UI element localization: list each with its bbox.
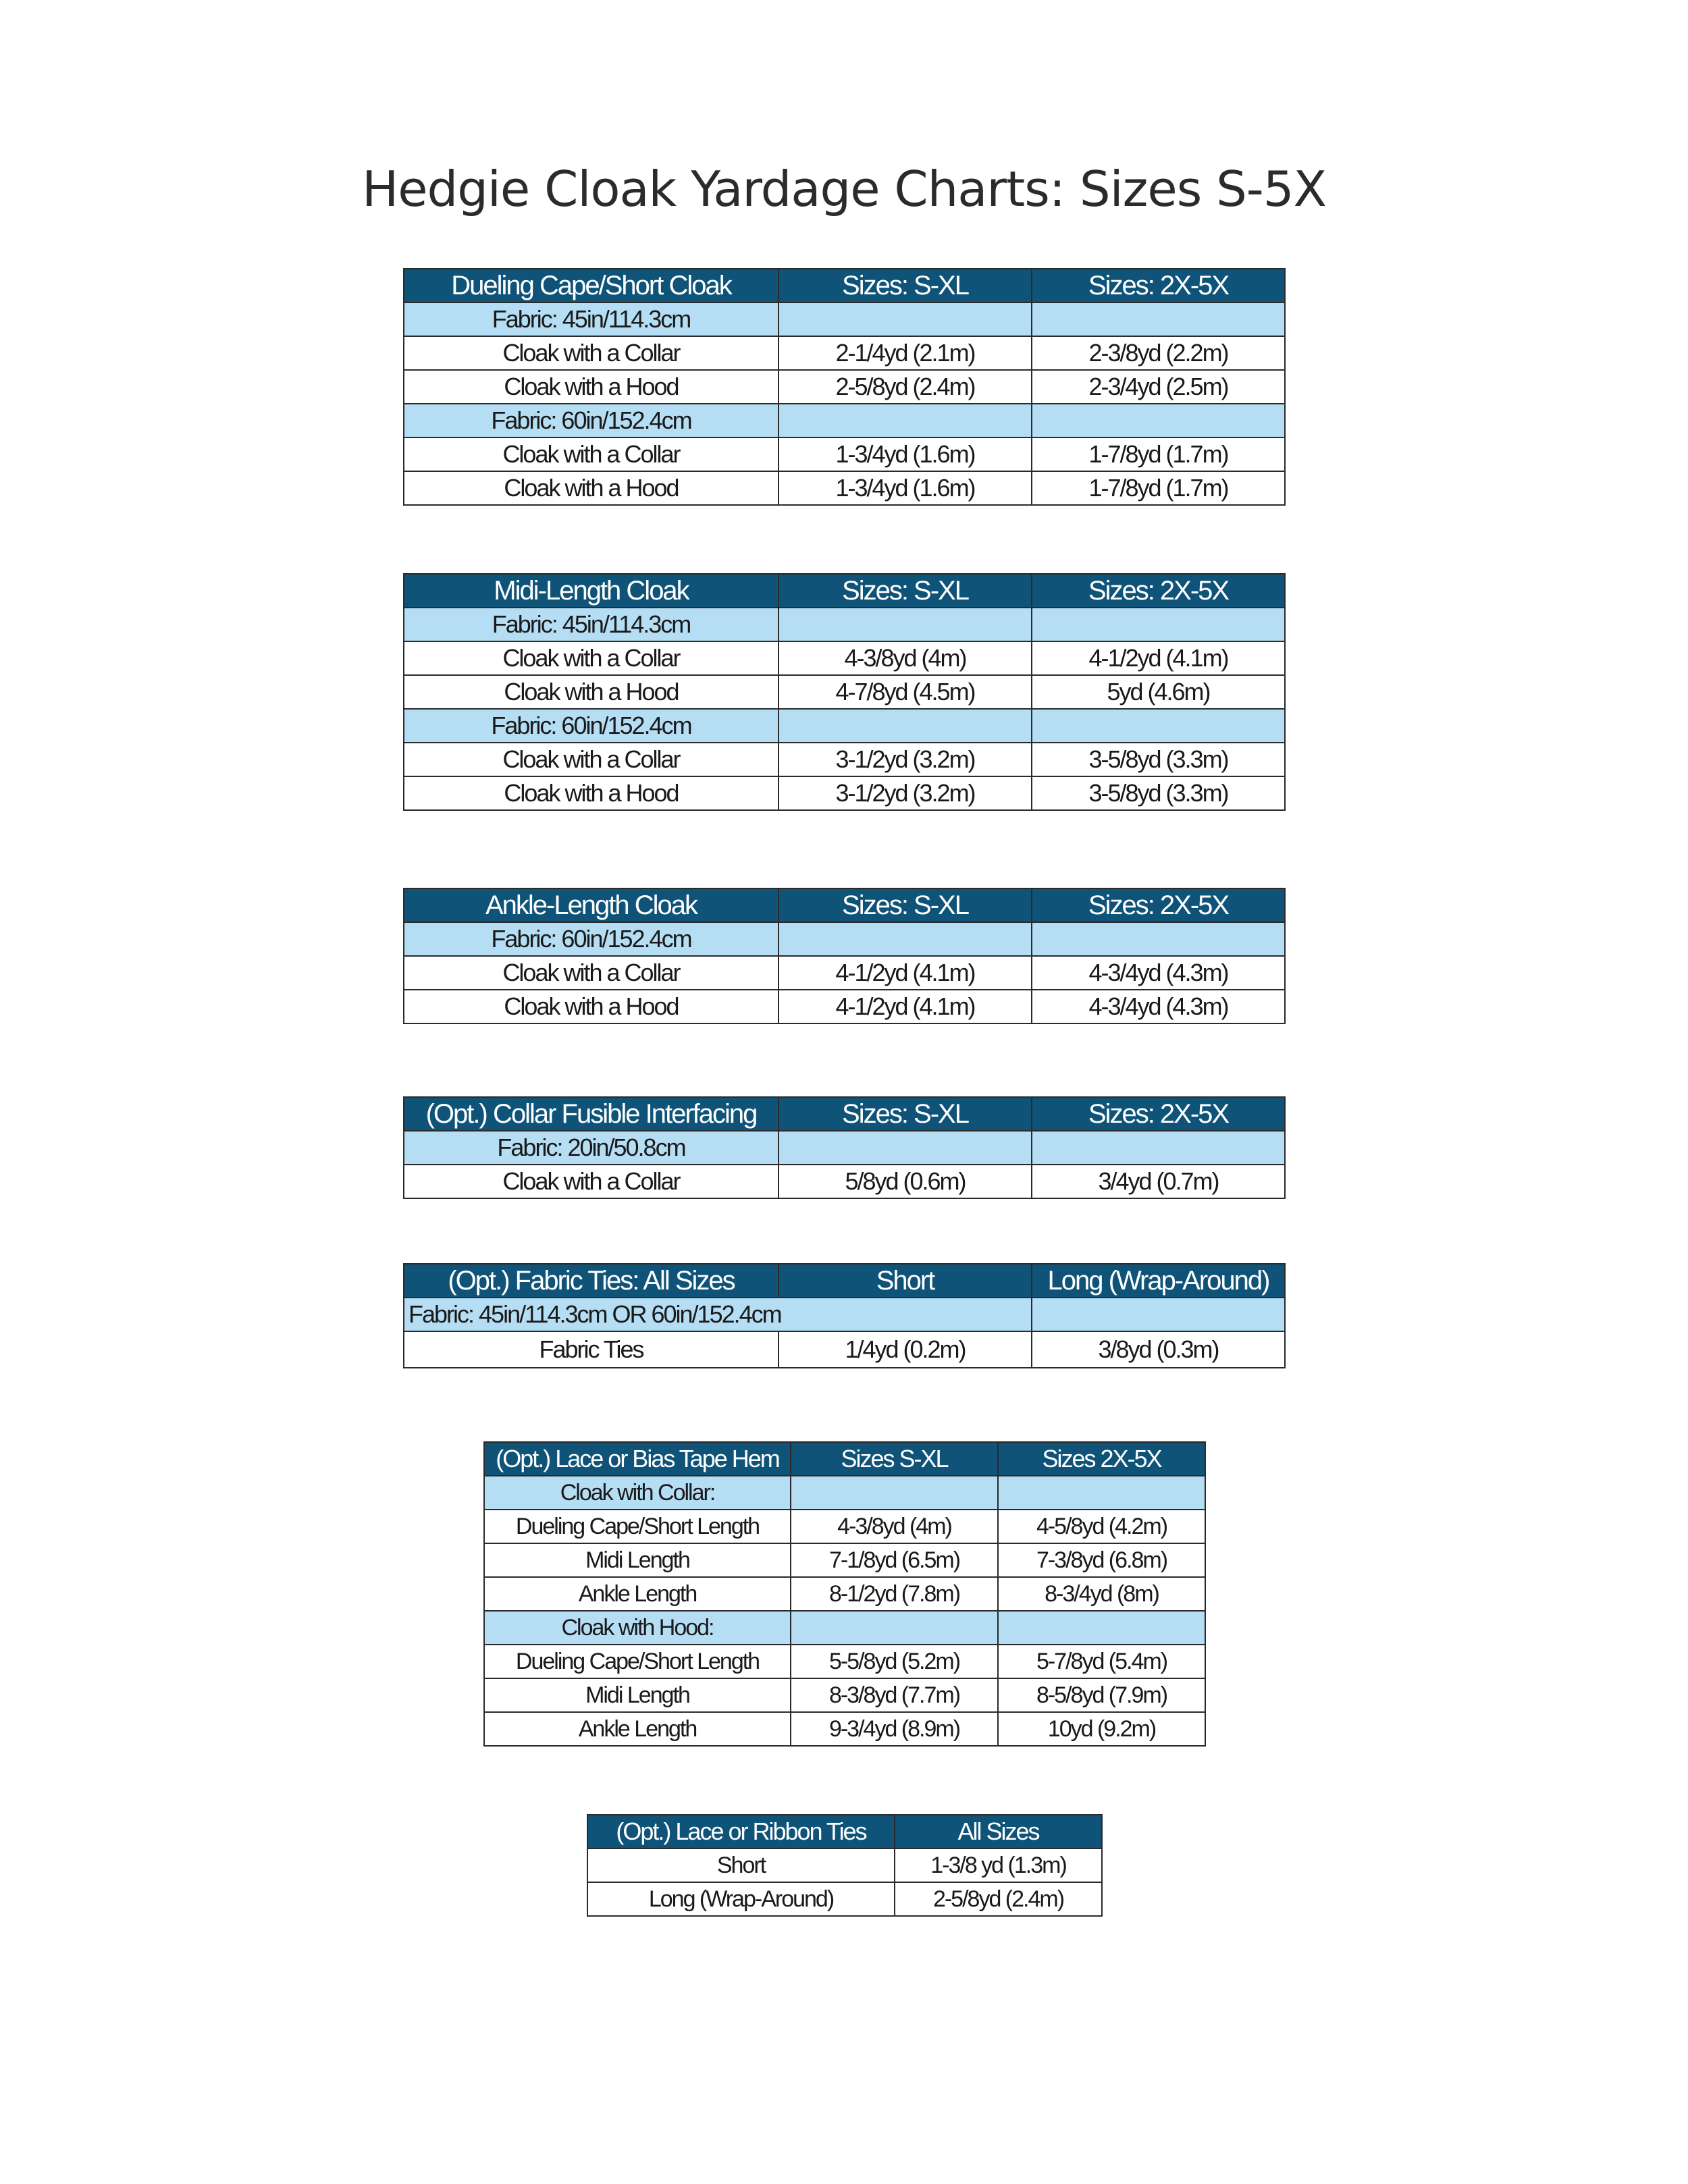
collar-interfacing-table [403,1096,1286,1199]
column-header: Sizes: S-XL [779,1097,1032,1131]
table-row [404,370,1285,404]
cell-value: 4-5/8yd (4.2m) [998,1510,1205,1543]
column-header: Sizes: 2X-5X [1032,269,1285,302]
cell-value: 3-1/2yd (3.2m) [779,743,1032,776]
section-row [484,1611,1205,1645]
table-row [404,471,1285,505]
fabric-row [404,1298,1285,1331]
cell-value: 4-3/8yd (4m) [779,641,1032,675]
lace-bias-hem-table [483,1441,1206,1747]
column-header: Sizes 2X-5X [998,1442,1205,1476]
cell-value: 1-3/8 yd (1.3m) [895,1848,1102,1882]
row-label: Cloak with a Collar [404,956,779,990]
column-header: Sizes: 2X-5X [1032,574,1285,608]
column-header: Sizes: S-XL [779,269,1032,302]
fabric-row [404,922,1285,956]
table-header-row [587,1815,1102,1848]
cell-value: 4-3/4yd (4.3m) [1032,990,1285,1023]
cell-value: 4-1/2yd (4.1m) [779,956,1032,990]
cell-value: 1/4yd (0.2m) [779,1331,1032,1368]
table-row [484,1645,1205,1678]
fabric-row [404,302,1285,336]
section-row [484,1476,1205,1510]
table-row [404,675,1285,709]
cell-value: 5-7/8yd (5.4m) [998,1645,1205,1678]
row-label: Dueling Cape/Short Length [484,1645,791,1678]
row-label: Cloak with a Hood [404,675,779,709]
table-row [404,990,1285,1023]
row-label: Cloak with a Collar [404,743,779,776]
column-header: (Opt.) Collar Fusible Interfacing [404,1097,779,1131]
cell-value: 4-1/2yd (4.1m) [779,990,1032,1023]
row-label: Long (Wrap-Around) [587,1882,895,1916]
table-row [587,1848,1102,1882]
fabric-row [404,709,1285,743]
table-header-row [404,1097,1285,1131]
fabric-label: Fabric: 20in/50.8cm [404,1131,779,1165]
cell-value: 1-3/4yd (1.6m) [779,437,1032,471]
column-header: Sizes: 2X-5X [1032,1097,1285,1131]
lace-ribbon-ties-table [587,1814,1103,1917]
table-row [404,641,1285,675]
table-row [484,1543,1205,1577]
row-label: Fabric Ties [404,1331,779,1368]
cell-value: 3-1/2yd (3.2m) [779,776,1032,810]
cell-value: 8-3/8yd (7.7m) [791,1678,998,1712]
column-header: Dueling Cape/Short Cloak [404,269,779,302]
row-label: Ankle Length [484,1712,791,1746]
cell-value: 10yd (9.2m) [998,1712,1205,1746]
table-row [484,1712,1205,1746]
cell-value: 3/4yd (0.7m) [1032,1165,1285,1198]
cell-value: 2-3/8yd (2.2m) [1032,336,1285,370]
section-label: Cloak with Collar: [484,1476,791,1510]
cell-value: 7-1/8yd (6.5m) [791,1543,998,1577]
table-row [484,1577,1205,1611]
cell-value: 4-7/8yd (4.5m) [779,675,1032,709]
column-header: (Opt.) Lace or Ribbon Ties [587,1815,895,1848]
cell-value: 8-5/8yd (7.9m) [998,1678,1205,1712]
cell-value: 5-5/8yd (5.2m) [791,1645,998,1678]
row-label: Midi Length [484,1678,791,1712]
table-header-row [404,888,1285,922]
table-row [404,776,1285,810]
table-row [404,1165,1285,1198]
cell-value: 3-5/8yd (3.3m) [1032,776,1285,810]
cell-value: 8-1/2yd (7.8m) [791,1577,998,1611]
column-header: (Opt.) Fabric Ties: All Sizes [404,1264,779,1298]
column-header: Midi-Length Cloak [404,574,779,608]
column-header: All Sizes [895,1815,1102,1848]
fabric-row [404,404,1285,437]
cell-value: 4-3/8yd (4m) [791,1510,998,1543]
table-row [587,1882,1102,1916]
table-row [404,956,1285,990]
cell-value: 8-3/4yd (8m) [998,1577,1205,1611]
cell-value: 9-3/4yd (8.9m) [791,1712,998,1746]
ankle-length-table [403,888,1286,1024]
section-label: Cloak with Hood: [484,1611,791,1645]
column-header: Short [779,1264,1032,1298]
row-label: Midi Length [484,1543,791,1577]
cell-value: 1-3/4yd (1.6m) [779,471,1032,505]
cell-value: 2-5/8yd (2.4m) [895,1882,1102,1916]
cell-value: 2-3/4yd (2.5m) [1032,370,1285,404]
cell-value: 2-1/4yd (2.1m) [779,336,1032,370]
cell-value: 4-1/2yd (4.1m) [1032,641,1285,675]
column-header: Sizes: 2X-5X [1032,888,1285,922]
cell-value: 1-7/8yd (1.7m) [1032,471,1285,505]
row-label: Cloak with a Collar [404,641,779,675]
cell-value: 7-3/8yd (6.8m) [998,1543,1205,1577]
fabric-row [404,608,1285,641]
table-row [404,437,1285,471]
column-header: Ankle-Length Cloak [404,888,779,922]
table-header-row [404,1264,1285,1298]
fabric-label: Fabric: 60in/152.4cm [404,922,779,956]
table-header-row [404,269,1285,302]
cell-value: 2-5/8yd (2.4m) [779,370,1032,404]
table-row [404,1331,1285,1368]
table-row [484,1678,1205,1712]
row-label: Cloak with a Hood [404,370,779,404]
cell-value: 4-3/4yd (4.3m) [1032,956,1285,990]
fabric-ties-table [403,1263,1286,1368]
dueling-cape-table [403,268,1286,506]
table-row [404,336,1285,370]
fabric-label: Fabric: 45in/114.3cm [404,302,779,336]
column-header: (Opt.) Lace or Bias Tape Hem [484,1442,791,1476]
row-label: Short [587,1848,895,1882]
cell-value: 3-5/8yd (3.3m) [1032,743,1285,776]
row-label: Cloak with a Collar [404,437,779,471]
table-header-row [484,1442,1205,1476]
row-label: Dueling Cape/Short Length [484,1510,791,1543]
table-row [404,743,1285,776]
row-label: Ankle Length [484,1577,791,1611]
fabric-label: Fabric: 60in/152.4cm [404,709,779,743]
midi-length-table [403,573,1286,811]
row-label: Cloak with a Hood [404,990,779,1023]
row-label: Cloak with a Hood [404,471,779,505]
fabric-row [404,1131,1285,1165]
row-label: Cloak with a Hood [404,776,779,810]
row-label: Cloak with a Collar [404,1165,779,1198]
cell-value: 5/8yd (0.6m) [779,1165,1032,1198]
column-header: Sizes S-XL [791,1442,998,1476]
cell-value: 3/8yd (0.3m) [1032,1331,1285,1368]
fabric-label: Fabric: 45in/114.3cm [404,608,779,641]
row-label: Cloak with a Collar [404,336,779,370]
fabric-label: Fabric: 60in/152.4cm [404,404,779,437]
column-header: Sizes: S-XL [779,888,1032,922]
cell-value: 5yd (4.6m) [1032,675,1285,709]
fabric-label: Fabric: 45in/114.3cm OR 60in/152.4cm [404,1298,1032,1331]
page-title: Hedgie Cloak Yardage Charts: Sizes S-5X [362,161,1326,217]
table-header-row [404,574,1285,608]
column-header: Sizes: S-XL [779,574,1032,608]
table-row [484,1510,1205,1543]
column-header: Long (Wrap-Around) [1032,1264,1285,1298]
cell-value: 1-7/8yd (1.7m) [1032,437,1285,471]
